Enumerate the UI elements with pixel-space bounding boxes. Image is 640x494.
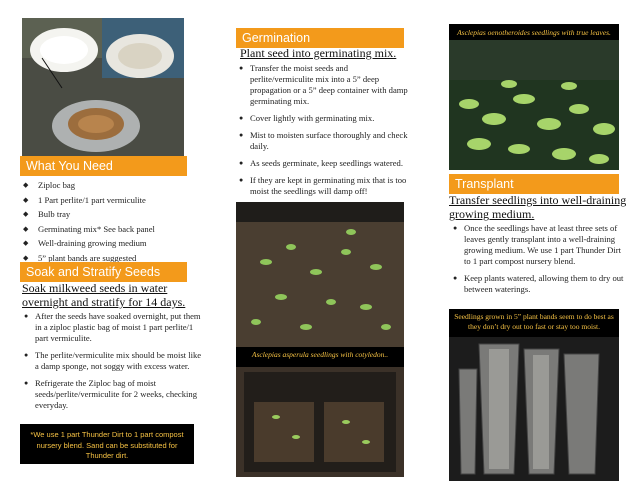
seedlings-cotyledon-photo bbox=[236, 202, 404, 477]
germination-heading: Germination bbox=[236, 28, 404, 48]
supplies-list bbox=[20, 180, 205, 267]
list-item: ◆ 5” plant bands are suggested bbox=[20, 253, 205, 264]
what-you-need-heading: What You Need bbox=[20, 156, 187, 176]
plant-bands-photo bbox=[449, 309, 619, 481]
transplant-subheading: Transfer seedlings into well-draining growing medium. bbox=[449, 193, 627, 221]
list-item: ● The perlite/vermiculite mix should be moist like a damp sponge, not soggy with excess water. bbox=[22, 350, 202, 372]
soak-heading: Soak and Stratify Seeds bbox=[20, 262, 187, 282]
list-item: ◆ Well-draining growing medium bbox=[20, 238, 205, 249]
list-item: ◆ Bulb tray bbox=[20, 209, 205, 220]
list-item: ● Once the seedlings have at least three sets of leaves gently transplant into a well-draining growing medium. We use 1 part Thunder Dirt to 1 part compost nursery blend. bbox=[451, 223, 629, 267]
list-item: ◆ Ziploc bag bbox=[20, 180, 205, 191]
thunder-dirt-note: *We use 1 part Thunder Dirt to 1 part compost nursery blend. Sand can be substituted for Thunder dirt. bbox=[20, 424, 194, 464]
transplant-steps bbox=[451, 223, 629, 301]
oenotheroides-caption: Asclepias oenotheroides seedlings with true leaves. bbox=[457, 28, 611, 37]
panel-transplant bbox=[427, 0, 640, 494]
asperula-caption: Asclepias asperula seedlings with cotyledon.. bbox=[251, 350, 389, 359]
germination-subheading: Plant seed into germinating mix. bbox=[240, 46, 397, 60]
oenotheroides-seedlings-photo bbox=[449, 24, 619, 170]
list-item: ● Cover lightly with germinating mix. bbox=[237, 113, 413, 124]
germination-steps bbox=[237, 63, 413, 203]
plant-bands-caption: Seedlings grown in 5” plant bands seem to do best as they don’t dry out too fast or stay too moist. bbox=[454, 312, 614, 331]
transplant-heading: Transplant bbox=[449, 174, 619, 194]
soak-steps bbox=[22, 311, 202, 417]
list-item: ● If they are kept in germinating mix that is too moist the seedlings will damp off! bbox=[237, 175, 413, 197]
list-item: ◆ 1 Part perlite/1 part vermiculite bbox=[20, 195, 205, 206]
list-item: ● Keep plants watered, allowing them to dry out between waterings. bbox=[451, 273, 629, 295]
list-item: ● As seeds germinate, keep seedlings watered. bbox=[237, 158, 413, 169]
panel-germination bbox=[213, 0, 427, 494]
list-item: ● After the seeds have soaked overnight, put them in a ziploc plastic bag of moist 1 part perlite/1 part vermiculite. bbox=[22, 311, 202, 344]
list-item: ● Transfer the moist seeds and perlite/vermiculite mix into a 5” deep propagation or a 5” deep container with damp germinating mix. bbox=[237, 63, 413, 107]
list-item: ● Mist to moisten surface thoroughly and check daily. bbox=[237, 130, 413, 152]
seed-dishes-photo bbox=[22, 18, 184, 158]
panel-what-you-need bbox=[0, 0, 213, 494]
list-item: ● Refrigerate the Ziploc bag of moist seeds/perlite/vermiculite for 2 weeks, checking everyday. bbox=[22, 378, 202, 411]
soak-subheading: Soak milkweed seeds in water overnight and stratify for 14 days. bbox=[22, 281, 186, 309]
list-item: ◆ Germinating mix* See back panel bbox=[20, 224, 205, 235]
